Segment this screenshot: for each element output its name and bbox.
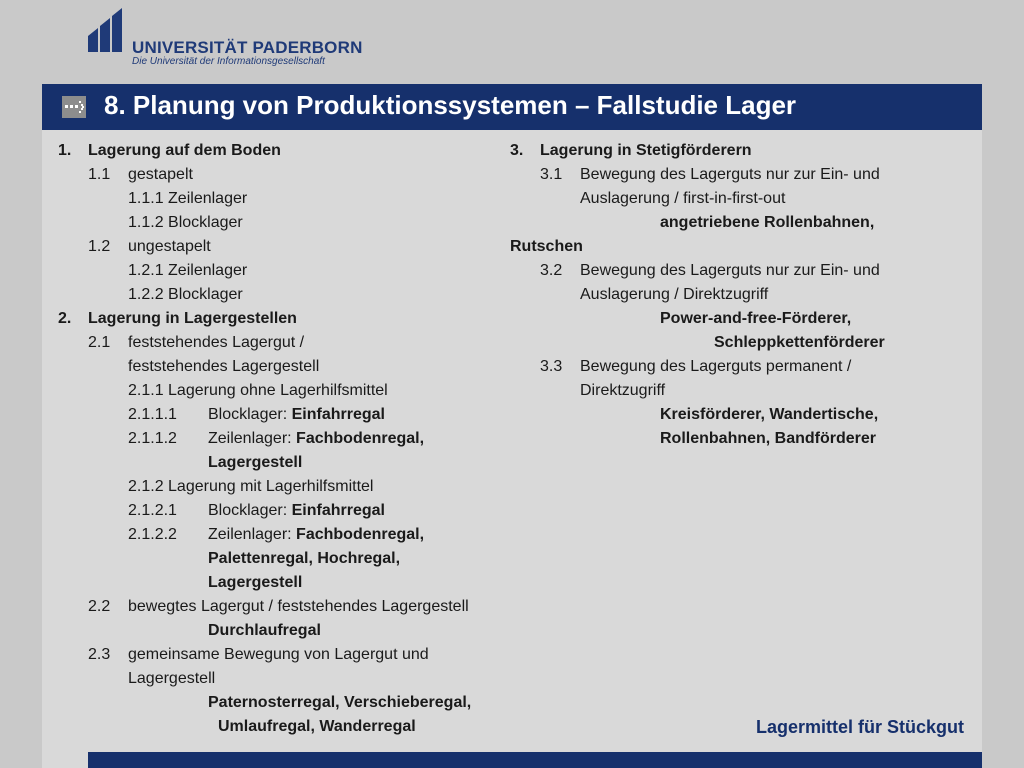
section-1-1-number: 1.1: [88, 166, 111, 183]
section-2-1-1-2-number: 2.1.1.2: [128, 430, 177, 447]
section-3-3-number: 3.3: [540, 358, 563, 375]
university-name: UNIVERSITÄT PADERBORN: [132, 38, 363, 57]
section-2-1-2-1-bold: Einfahrregal: [291, 502, 385, 519]
section-2-1-text-a: feststehendes Lagergut /: [128, 334, 305, 351]
section-2-1-1-2-text: [208, 428, 424, 450]
section-2-3-bold-a: Paternosterregal, Verschieberegal,: [208, 694, 472, 711]
section-2-1-number: 2.1: [88, 334, 111, 351]
footer-label: Lagermittel für Stückgut: [755, 717, 964, 737]
section-1-2-number: 1.2: [88, 238, 111, 255]
section-1-2-text: ungestapelt: [128, 238, 211, 255]
section-3-1-bold-a: angetriebene Rollenbahnen,: [660, 214, 875, 231]
section-1-2-2: 1.2.2 Blocklager: [128, 286, 243, 303]
page-title: 8. Planung von Produktionssystemen – Fallstudie Lager: [104, 90, 797, 120]
section-2-2-number: 2.2: [88, 598, 111, 615]
section-2-1-1-1-text: [208, 404, 385, 426]
section-2-1-2-1-label: Blocklager:: [208, 502, 292, 519]
section-3-3-bold-b: Rollenbahnen, Bandförderer: [660, 430, 877, 447]
section-3-3-bold-a: Kreisförderer, Wandertische,: [660, 406, 879, 423]
section-1-2-1: 1.2.1 Zeilenlager: [128, 262, 248, 279]
section-3-title: Lagerung in Stetigförderern: [540, 142, 752, 159]
section-1-1-text: gestapelt: [128, 166, 193, 183]
section-2-1-2-2-bold-b: Palettenregal, Hochregal,: [208, 550, 401, 567]
section-2-1-2-2-text: [208, 524, 424, 546]
right-margin-strip: [982, 130, 1024, 768]
section-2-1-2-1-number: 2.1.2.1: [128, 502, 177, 519]
section-3-1-number: 3.1: [540, 166, 563, 183]
section-3-1-text-b: Auslagerung / first-in-first-out: [580, 190, 786, 207]
section-2-number: 2.: [58, 310, 72, 327]
section-2-1-1-1-bold: Einfahrregal: [291, 406, 385, 423]
section-2-2-bold: Durchlaufregal: [208, 622, 321, 639]
section-3-2-bold-a: Power-and-free-Förderer,: [660, 310, 852, 327]
section-2-1-2-2-bold-c: Lagergestell: [208, 574, 303, 591]
section-2-1-2: 2.1.2 Lagerung mit Lagerhilfsmittel: [128, 478, 374, 495]
section-3-2-text-b: Auslagerung / Direktzugriff: [580, 286, 769, 303]
section-2-1-2-2-label: Zeilenlager:: [208, 526, 297, 543]
section-3-3-text-a: Bewegung des Lagerguts permanent /: [580, 358, 852, 375]
section-2-3-text-a: gemeinsame Bewegung von Lagergut und: [128, 646, 429, 663]
section-1-title: Lagerung auf dem Boden: [88, 142, 281, 159]
section-2-title: Lagerung in Lagergestellen: [88, 310, 297, 327]
section-3-3-text-b: Direktzugriff: [580, 382, 666, 399]
section-3-1-text-a: Bewegung des Lagerguts nur zur Ein- und: [580, 166, 880, 183]
bottom-bar: [88, 752, 982, 768]
section-2-1-2-2-bold-a: Fachbodenregal,: [296, 526, 425, 543]
section-2-1-1-1-label: Blocklager:: [208, 406, 292, 423]
section-2-1-1-2-bold-b: Lagergestell: [208, 454, 303, 471]
arrow-dots-icon: [62, 96, 86, 118]
section-2-1-1-2-bold-a: Fachbodenregal,: [296, 430, 425, 447]
section-3-1-bold-b: Rutschen: [510, 238, 583, 255]
section-2-1-2-2-number: 2.1.2.2: [128, 526, 177, 543]
section-1-1-1: 1.1.1 Zeilenlager: [128, 190, 248, 207]
section-3-2-bold-b: Schleppkettenförderer: [714, 334, 885, 351]
section-2-1-1: 2.1.1 Lagerung ohne Lagerhilfsmittel: [128, 382, 388, 399]
section-2-2-text: bewegtes Lagergut / feststehendes Lagergestell: [128, 598, 469, 615]
section-2-1-1-1-number: 2.1.1.1: [128, 406, 177, 423]
section-1-1-2: 1.1.2 Blocklager: [128, 214, 243, 231]
section-2-3-number: 2.3: [88, 646, 111, 663]
section-3-2-text-a: Bewegung des Lagerguts nur zur Ein- und: [580, 262, 880, 279]
section-2-1-1-2-label: Zeilenlager:: [208, 430, 297, 447]
section-2-1-2-1-text: [208, 500, 385, 522]
section-2-1-text-b: feststehendes Lagergestell: [128, 358, 320, 375]
section-2-3-bold-b: Umlaufregal, Wanderregal: [218, 718, 416, 735]
section-3-2-number: 3.2: [540, 262, 563, 279]
university-tagline: Die Universität der Informationsgesellschaft: [132, 56, 325, 67]
section-1-number: 1.: [58, 142, 72, 159]
section-2-3-text-b: Lagergestell: [128, 670, 216, 687]
section-3-number: 3.: [510, 142, 524, 159]
